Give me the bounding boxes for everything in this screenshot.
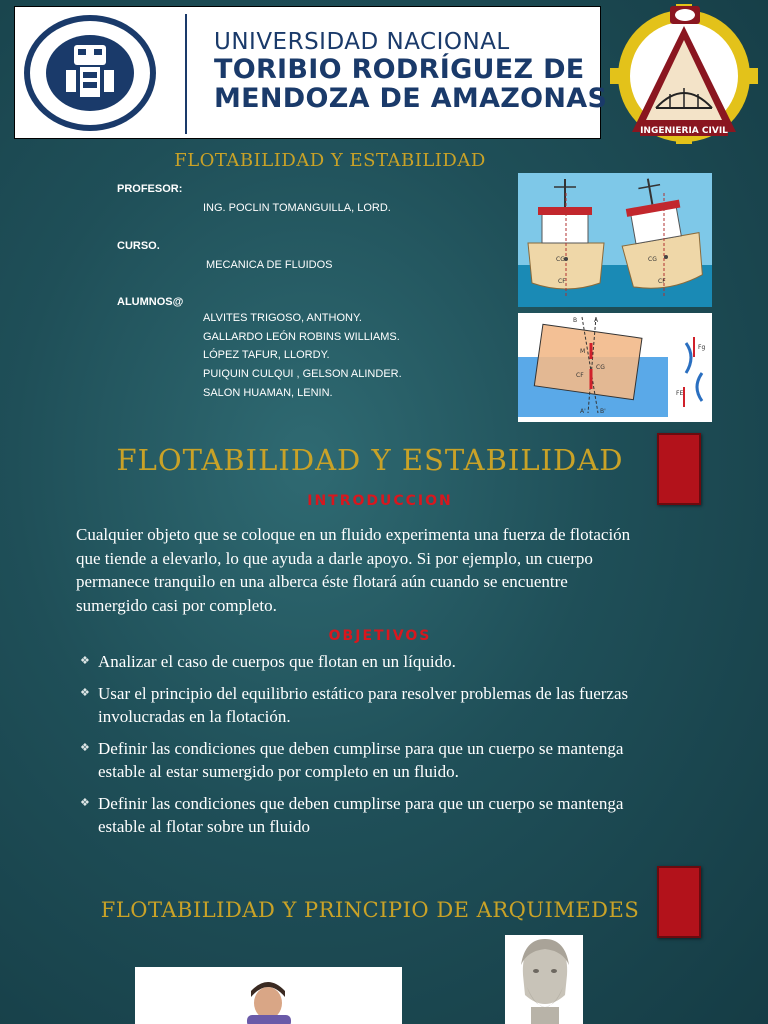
svg-text:CF: CF — [558, 278, 566, 285]
alumno-item: GALLARDO LEÓN ROBINS WILLIAMS. — [203, 330, 400, 343]
university-seal-logo — [20, 12, 160, 134]
svg-text:A': A' — [580, 408, 586, 415]
alumno-item: LÓPEZ TAFUR, LLORDY. — [203, 349, 330, 362]
slide3-red-tab — [657, 866, 701, 938]
slide3-title: FLOTABILIDAD Y PRINCIPIO DE ARQUIMEDES — [100, 898, 640, 922]
objective-text: Definir las condiciones que deben cumplirse para que un cuerpo se mantenga estable al estar sumergido por completo en un fluido. — [98, 738, 624, 781]
svg-text:B: B — [573, 317, 578, 324]
svg-text:CG: CG — [556, 256, 565, 263]
university-name-line1: UNIVERSIDAD NACIONAL — [214, 29, 510, 55]
university-name — [214, 30, 607, 113]
university-name-line2: TORIBIO RODRÍGUEZ DE — [214, 53, 585, 85]
alumnos-list — [203, 309, 402, 403]
svg-text:Fg: Fg — [698, 344, 706, 351]
svg-text:M: M — [580, 348, 586, 355]
list-item — [80, 792, 640, 839]
svg-text:CF: CF — [658, 278, 666, 285]
objective-text: Usar el principio del equilibrio estático para resolver problemas de las fuerzas involucradas en la flotación. — [98, 683, 629, 726]
civil-logo-text: INGENIERIA CIVIL — [640, 126, 728, 136]
list-item — [80, 682, 640, 729]
list-item — [80, 650, 640, 674]
intro-text: Cualquier objeto que se coloque en un fluido experimenta una fuerza de flotación que tiende a elevarlo, lo que ayuda a darle apoyo. Si por ejemplo, un cuerpo permanece tranquilo en una alberca éste flotará aún cuando se encuentre sumergido casi por completo. — [76, 525, 631, 615]
list-item — [80, 737, 640, 784]
objective-text: Analizar el caso de cuerpos que flotan en un líquido. — [98, 652, 456, 671]
slide1-title: FLOTABILIDAD Y ESTABILIDAD — [174, 150, 486, 171]
intro-heading: INTRODUCCION — [307, 493, 453, 509]
university-name-line3: MENDOZA DE AMAZONAS — [214, 82, 608, 114]
svg-text:CF: CF — [576, 372, 584, 379]
alumnos-label: ALUMNOS@ — [117, 296, 184, 308]
civil-engineering-logo — [610, 4, 758, 144]
diamond-bullet-icon: ❖ — [80, 655, 90, 667]
alumno-item: SALON HUAMAN, LENIN. — [203, 386, 333, 399]
diamond-bullet-icon: ❖ — [80, 686, 90, 699]
banner-divider — [185, 14, 187, 134]
svg-text:CG: CG — [596, 364, 605, 371]
svg-text:B': B' — [600, 408, 606, 415]
alumno-item: PUIQUIN CULQUI , GELSON ALINDER. — [203, 368, 402, 381]
slide2-red-tab — [657, 433, 701, 505]
svg-text:FE: FE — [676, 390, 684, 397]
curso-name: MECANICA DE FLUIDOS — [206, 259, 333, 271]
diamond-bullet-icon: ❖ — [80, 741, 90, 754]
svg-text:A: A — [594, 317, 599, 324]
slide2-title: FLOTABILIDAD Y ESTABILIDAD — [116, 443, 624, 477]
objective-text: Definir las condiciones que deben cumplirse para que un cuerpo se mantenga estable al flotar sobre un fluido — [98, 793, 624, 836]
profesor-name: ING. POCLIN TOMANGUILLA, LORD. — [203, 202, 391, 214]
profesor-label: PROFESOR: — [117, 183, 183, 195]
ship-stability-illustration — [518, 173, 712, 307]
diamond-bullet-icon: ❖ — [80, 796, 90, 809]
buoyancy-block-diagram — [518, 313, 712, 422]
person-floating-photo — [135, 967, 402, 1024]
objectives-heading: OBJETIVOS — [328, 628, 432, 644]
alumno-item: ALVITES TRIGOSO, ANTHONY. — [203, 312, 362, 324]
objectives-list — [80, 650, 640, 847]
archimedes-bust-image — [505, 935, 583, 1024]
svg-text:CG: CG — [648, 256, 657, 263]
curso-label: CURSO. — [117, 240, 160, 252]
